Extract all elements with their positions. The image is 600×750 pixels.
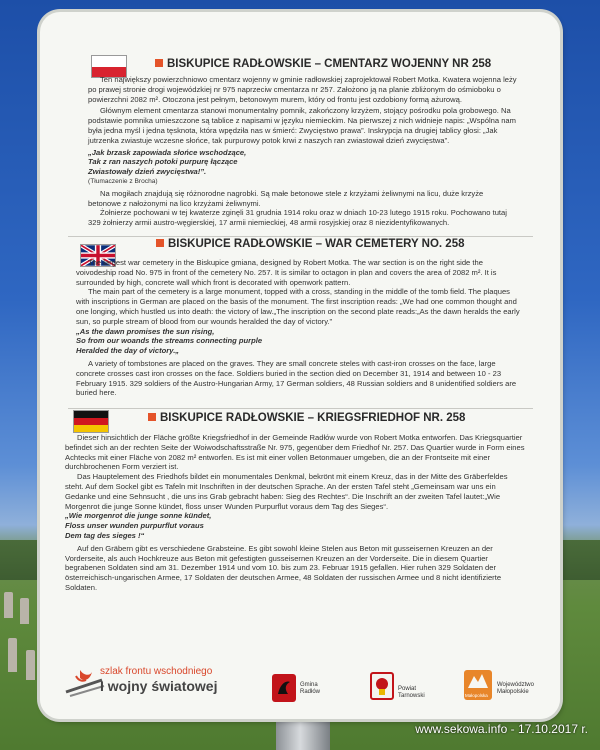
paragraph: Żołnierze pochowani w tej kwaterze zginęli 31 grudnia 1914 roku oraz w dniach 10-23 lutego 1915 roku. Pochowano tutaj 329 żołnierzy armii austro-węgierskiej, 17 armii niemieckiej, 48 armii rosyjskiej oraz 8 niezidentyfikowanych. [88, 208, 507, 228]
poem-line: Tak z ran naszych potoki purpurę łączące [88, 157, 238, 167]
paragraph: Das Hauptelement des Friedhofs bildet ein monumentales Denkmal, bekrönt mit einem Kreuz, das in der Mitte des Gräberfeldes steht. Auf dem Sockel gibt es Tafeln mit Inschriften in der deutschen Sprache. An der ersten Tafel steht „Gemeinsam war uns ein Gedanke und eine Sehnsucht , die uns ins Grab gebracht haben: Sieg des Rechtes“. Die Inschrift an der zweiten Tafel lautet:„Wie Morgenrot die junge Sonne kündet, floss unser Wunden Purpurflut voraus dem Tag des Sieges“. [65, 472, 508, 511]
gravestone [26, 650, 35, 680]
poem-line: Heralded the day of victory.„ [76, 346, 180, 356]
polish-body [88, 75, 518, 228]
paragraph: Auf den Gräbern gibt es verschiedene Grabsteine. Es gibt sowohl kleine Stelen aus Beton mit gusseisernen Kreuzen an der Vorderseite, als auch Hochkreuze aus Beton mit gefestigten gusseisernen Kreuzen an der Vorderseite. Die in diesem Quartier begrabenen Soldaten sind am 31. Dezember 1914 und vom 10. bis zum 23. Februar 1915 gefallen. Hier ruhen 329 Soldaten der österreichisch-ungarischen Armee, 17 Soldaten der deutschen Armee, 48 Soldaten der russischen Armee und 8 nicht identifizierte Soldaten. [65, 543, 502, 592]
german-heading: BISKUPICE RADŁOWSKIE – KRIEGSFRIEDHOF NR. 258 [148, 412, 465, 424]
poem-line: Floss unser wunden purpurflut voraus [65, 521, 204, 531]
paragraph: Głównym element cmentarza stanowi monumentalny pomnik, zakończony krzyżem, stojący pośrodku pola grobowego. Na podstawie pomnika umieszczone są tablice z napisami w języku niemieckim. Na pierwszej z nich widnieje napis: „Wspólna nam była jedna myśl i jedna tęsknota, która wpędziła nas w śmierć: Zwycięstwo prawa”. Inskrypcja na drugiej tablicy głosi: „Jak jutrzenka zwiastuje wczesne słońce, tak purpurowy potok krwi z naszych ran zwiastował dzień zwycięstwa”. [88, 106, 516, 145]
powiat-tarnowski-crest-icon [370, 672, 394, 700]
label-line: Radłów [300, 689, 321, 695]
poem-line: So from our woands the streams connecting purple [76, 336, 263, 346]
english-body [76, 258, 522, 398]
english-poem [76, 327, 522, 356]
gravestone [20, 598, 29, 624]
polish-heading: BISKUPICE RADŁOWSKIE – CMENTARZ WOJENNY NR 258 [155, 58, 491, 70]
divider [68, 408, 533, 409]
gmina-label [300, 682, 320, 696]
german-body [65, 433, 527, 593]
polish-poem [88, 148, 518, 177]
poem-line: Zwiastowały dzień zwycięstwa!”. [88, 167, 207, 177]
gravestone [8, 638, 17, 672]
poem-line: „Jak brzask zapowiada słońce wschodzące, [88, 147, 247, 157]
divider [68, 236, 533, 237]
poem-line: Dem tag des sieges !“ [65, 530, 145, 540]
wojewodztwo-label [497, 682, 534, 696]
label-line: Tarnowski [398, 693, 425, 699]
paragraph: A variety of tombstones are placed on the graves. They are small concrete steles with cast-iron crosses on the face, large concrete crosses cast iron crosses on the face. Soldiers buried in the section died on December 31, 1914 and between 10 - 23 February 1915. 329 soldiers of the Austro-Hungarian Army, 17 German soldiers, 48 Russian soldiers and 8 unidentified soldiers are buried here. [76, 358, 517, 398]
label-line: Gmina [300, 682, 318, 688]
sign-footer [40, 652, 560, 719]
gmina-radlow-crest-icon [272, 674, 296, 702]
trail-logo-line1: szlak frontu wschodniego [100, 666, 213, 677]
label-line: Powiat [398, 686, 417, 692]
english-heading: BISKUPICE RADŁOWSKIE – WAR CEMETERY NO. 258 [156, 238, 465, 250]
german-poem [65, 511, 527, 540]
paragraph: Dieser hinsichtlich der Fläche größte Kriegsfriedhof in der Gemeinde Radłów wurde von Robert Motka entworfen. Das Kriegsquartier befindet sich an der rechten Seite der Woiwodschaftsstraße Nr. 975, gegenüber dem Friedhof Nr. 257. Das Quartier wurde in Form eines Achtecks mit einer Fläche von 2082 m² entworfen. Es ist mit einer vollen Betonmauer umgeben, die an der Frontseite mit einer durchbrochenen Form verziert ist. [65, 433, 525, 472]
label-line: Małopolskie [497, 689, 529, 695]
paragraph: The largest war cemetery in the Biskupice gmiana, designed by Robert Motka. The war section is on the right side the voivodeship road No. 975 in front of the cemetery No. 257. It is similar to octagon in plan and covers the area of 2082 m². It is surrounded by high, concrete wall which front is decorated with openwork pattern. [76, 258, 497, 287]
poem-line: „As the dawn promises the sun rising, [76, 326, 215, 336]
malopolska-logo-icon [464, 670, 492, 700]
germany-flag-icon [74, 411, 108, 432]
eastern-front-trail-logo [62, 662, 227, 707]
translator-note: (Tłumaczenie z Brocha) [88, 177, 158, 185]
information-sign [40, 12, 560, 719]
powiat-label [398, 686, 425, 700]
paragraph: The main part of the cemetery is a large monument, topped with a cross, standing in the middle of the tomb field. The plaques with inscriptions in German are placed on the basis of the monument. The first inscription reads: „We had one common thought and one longing, which hustled us into death: the victory of law.„The inscription on the second plate reads:„As the dawn heralds the early sun, so purple stream of blood from our wounds heralded the day of victory.” [76, 287, 520, 326]
poem-line: „Wie morgenrot die junge sonne kündet, [65, 511, 212, 521]
paragraph: Na mogiłach znajdują się różnorodne nagrobki. Są małe betonowe stele z krzyżami żeliwnymi na licu, duże krzyże betonowe z nałożonymi na lico krzyżami żeliwnymi. [88, 188, 484, 208]
gravestone [4, 592, 13, 618]
photo-watermark: www.sekowa.info - 17.10.2017 r. [415, 722, 588, 736]
paragraph: Ten największy powierzchniowo cmentarz wojenny w gminie radłowskiej zaprojektował Robert Motka. Kwatera wojenna leży po prawej stronie drogi wojewódzkiej nr 975 naprzeciw cmentarza nr 257. Założono ją na planie zbliżonym do ośmioboku o powierzchni 2082 m². Otoczona jest pełnym, betonowym murem, który od frontu jest ozdobiony formą ażurową. [88, 75, 517, 104]
poland-flag-icon [92, 56, 126, 77]
trail-logo-line2: I wojny światowej [100, 678, 218, 694]
malopolska-text: Małopolska [465, 693, 488, 698]
label-line: Województwo [497, 682, 534, 688]
